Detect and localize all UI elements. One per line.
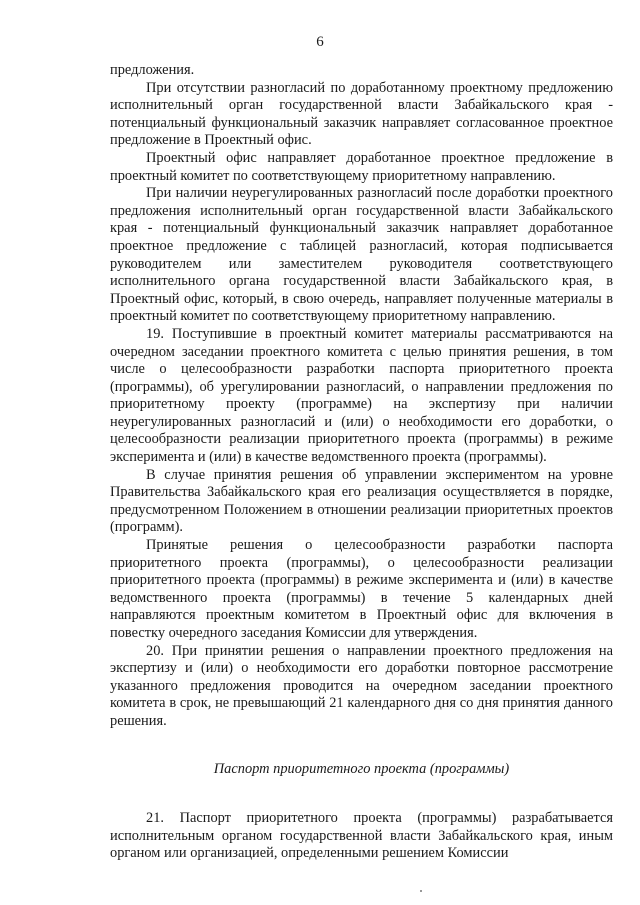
paragraph-item-21: 21. Паспорт приоритетного проекта (программы) разрабатывается исполнительным органом государственной власти Забайкальского края, иным органом или организацией, определенными решением Комиссии — [110, 810, 613, 862]
paragraph: Принятые решения о целесообразности разработки паспорта приоритетного проекта (программы), о целесообразности реализации приоритетного проекта (программы) в режиме эксперимента и (или) в качестве ведомственного проекта (программы) в течение 5 календарных дней направляются проектным комитетом в Проектный офис для включения в повестку очередного заседания Комиссии для утверждения. — [110, 537, 613, 641]
paragraph-item-19: 19. Поступившие в проектный комитет материалы рассматриваются на очередном заседании проектного комитета с целью принятия решения, в том числе о целесообразности разработки паспорта приоритетного проекта (программы), об урегулировании разногласий, о направлении предложения по приоритетному проекту (программе) на экспертизу при наличии неурегулированных разногласий и (или) о необходимости его доработки, о целесообразности реализации приоритетного проекта (программы) в режиме эксперимента и (или) в качестве ведомственного проекта (программы). — [110, 325, 613, 466]
section-heading: Паспорт приоритетного проекта (программы) — [213, 760, 510, 777]
page-number: 6 — [316, 34, 324, 50]
paragraph: Проектный офис направляет доработанное проектное предложение в проектный комитет по соответствующему приоритетному направлению. — [110, 149, 613, 184]
document-body — [110, 62, 613, 863]
paragraph-continuation: предложения. — [110, 62, 195, 78]
paragraph-item-20: 20. При принятии решения о направлении проектного предложения на экспертизу и (или) о необходимости его доработки повторное рассмотрение указанного предложения проводится на очередном заседании проектного комитета в срок, не превышающий 21 календарного дня со дня принятия данного решения. — [110, 642, 613, 729]
paragraph: При отсутствии разногласий по доработанному проектному предложению исполнительный орган государственной власти Забайкальского края - потенциальный функциональный заказчик направляет согласованное проектное предложение в Проектный офис. — [110, 79, 613, 149]
paragraph: При наличии неурегулированных разногласий после доработки проектного предложения исполнительный орган государственной власти Забайкальского края - потенциальный функциональный заказчик направляет доработанное проектное предложение с таблицей разногласий, которая подписывается руководителем или заместителем руководителя соответствующего исполнительного органа государственной власти Забайкальского края, в Проектный офис, который, в свою очередь, направляет полученные материалы в проектный комитет по соответствующему приоритетному направлению. — [110, 185, 613, 325]
scan-speck — [420, 890, 422, 892]
paragraph: В случае принятия решения об управлении экспериментом на уровне Правительства Забайкальского края его реализация осуществляется в порядке, предусмотренном Положением в отношении реализации приоритетных проектов (программ). — [110, 466, 613, 536]
